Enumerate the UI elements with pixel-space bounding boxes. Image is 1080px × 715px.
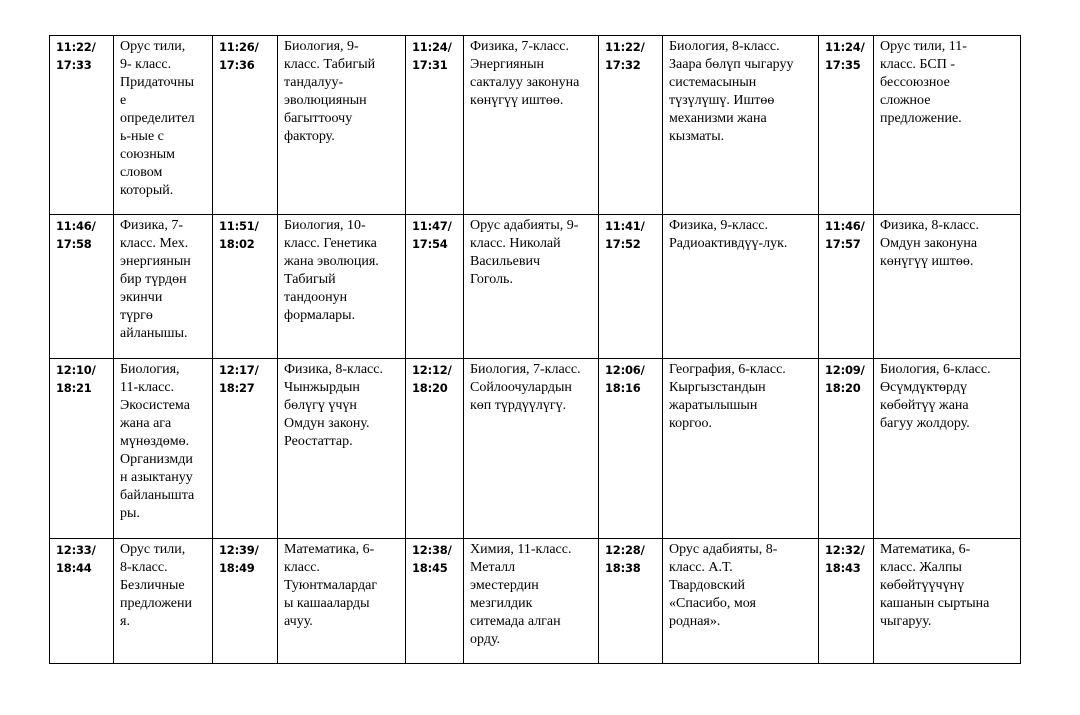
subject-cell (874, 359, 1021, 539)
time-cell (406, 36, 464, 215)
lesson-time: 12:38/ 18:45 (412, 543, 452, 575)
subject-cell (464, 36, 599, 215)
lesson-subject: Физика, 8-класс. Омдун законуна көнүгүү иштөө. (880, 218, 979, 269)
lesson-subject: Биология, 6-класс. Өсүмдүктөрдү көбөйтүү жана багуу жолдору. (880, 362, 991, 431)
lesson-subject: Математика, 6- класс. Туюнтмалардаг ы кашааларды ачуу. (284, 542, 378, 629)
lesson-subject: Орус тили, 11- класс. БСП - бессоюзное сложное предложение. (880, 39, 967, 126)
table-row (50, 36, 1021, 215)
lesson-subject: Орус тили, 8-класс. Безличные предложени я. (120, 542, 192, 629)
lesson-time: 12:39/ 18:49 (219, 543, 259, 575)
schedule-body (50, 36, 1021, 664)
lesson-subject: Биология, 11-класс. Экосистема жана ага мүнөздөмө. Организмди н азыктануу байланышта ры. (120, 362, 195, 521)
subject-cell (278, 359, 406, 539)
lesson-time: 11:46/ 17:57 (825, 219, 865, 251)
time-cell (819, 36, 874, 215)
subject-cell (874, 36, 1021, 215)
lesson-subject: География, 6-класс. Кыргызстандын жаратылышын коргоо. (669, 362, 786, 431)
time-cell (50, 215, 114, 359)
subject-cell (114, 539, 213, 664)
subject-cell (278, 539, 406, 664)
time-cell (599, 539, 663, 664)
lesson-subject: Физика, 9-класс. Радиоактивдүү-лук. (669, 218, 788, 251)
lesson-time: 12:33/ 18:44 (56, 543, 96, 575)
schedule-table (49, 35, 1021, 664)
lesson-time: 11:47/ 17:54 (412, 219, 452, 251)
table-row (50, 359, 1021, 539)
time-cell (406, 215, 464, 359)
lesson-subject: Орус тили, 9- класс. Придаточны е определител ь-ные с союзным словом который. (120, 39, 195, 198)
time-cell (819, 359, 874, 539)
subject-cell (114, 215, 213, 359)
subject-cell (874, 215, 1021, 359)
lesson-time: 11:24/ 17:31 (412, 40, 452, 72)
lesson-subject: Биология, 9- класс. Табигый тандалуу- эволюциянын багыттоочу фактору. (284, 39, 376, 144)
time-cell (50, 36, 114, 215)
subject-cell (114, 359, 213, 539)
subject-cell (464, 539, 599, 664)
lesson-subject: Биология, 10- класс. Генетика жана эволюция. Табигый тандоонун формалары. (284, 218, 379, 323)
lesson-time: 11:22/ 17:33 (56, 40, 96, 72)
time-cell (819, 215, 874, 359)
subject-cell (464, 215, 599, 359)
time-cell (213, 539, 278, 664)
lesson-time: 12:28/ 18:38 (605, 543, 645, 575)
lesson-subject: Физика, 7- класс. Мех. энергиянын бир түрдөн экинчи түргө айланышы. (120, 218, 191, 341)
lesson-time: 12:06/ 18:16 (605, 363, 645, 395)
table-row (50, 215, 1021, 359)
subject-cell (663, 215, 819, 359)
lesson-time: 12:09/ 18:20 (825, 363, 865, 395)
lesson-time: 12:10/ 18:21 (56, 363, 96, 395)
subject-cell (663, 36, 819, 215)
table-row (50, 539, 1021, 664)
lesson-subject: Биология, 7-класс. Сойлоочулардын көп түрдүүлүгү. (470, 362, 581, 413)
lesson-time: 11:51/ 18:02 (219, 219, 259, 251)
time-cell (819, 539, 874, 664)
time-cell (599, 215, 663, 359)
time-cell (599, 359, 663, 539)
lesson-time: 11:22/ 17:32 (605, 40, 645, 72)
time-cell (213, 36, 278, 215)
subject-cell (663, 539, 819, 664)
time-cell (406, 359, 464, 539)
lesson-subject: Физика, 7-класс. Энергиянын сакталуу законуна көнүгүү иштөө. (470, 39, 580, 108)
lesson-subject: Орус адабияты, 8- класс. А.Т. Твардовский «Спасибо, моя родная». (669, 542, 778, 629)
subject-cell (278, 36, 406, 215)
lesson-time: 11:24/ 17:35 (825, 40, 865, 72)
lesson-time: 12:32/ 18:43 (825, 543, 865, 575)
lesson-time: 11:26/ 17:36 (219, 40, 259, 72)
time-cell (50, 539, 114, 664)
time-cell (599, 36, 663, 215)
lesson-subject: Химия, 11-класс. Металл эместердин мезгилдик ситемада алган орду. (470, 542, 572, 647)
lesson-time: 12:17/ 18:27 (219, 363, 259, 395)
lesson-time: 11:41/ 17:52 (605, 219, 645, 251)
time-cell (406, 539, 464, 664)
subject-cell (278, 215, 406, 359)
subject-cell (663, 359, 819, 539)
time-cell (213, 215, 278, 359)
time-cell (213, 359, 278, 539)
lesson-subject: Биология, 8-класс. Заара бөлүп чыгаруу системасынын түзүлүшү. Иштөө механизми жана кызматы. (669, 39, 794, 144)
lesson-subject: Математика, 6- класс. Жалпы көбөйтүүчүнү кашанын сыртына чыгаруу. (880, 542, 990, 629)
subject-cell (464, 359, 599, 539)
lesson-subject: Орус адабияты, 9- класс. Николай Васильевич Гоголь. (470, 218, 579, 287)
subject-cell (114, 36, 213, 215)
lesson-time: 11:46/ 17:58 (56, 219, 96, 251)
lesson-subject: Физика, 8-класс. Чынжырдын бөлүгү үчүн Омдун закону. Реостаттар. (284, 362, 383, 449)
lesson-time: 12:12/ 18:20 (412, 363, 452, 395)
subject-cell (874, 539, 1021, 664)
time-cell (50, 359, 114, 539)
